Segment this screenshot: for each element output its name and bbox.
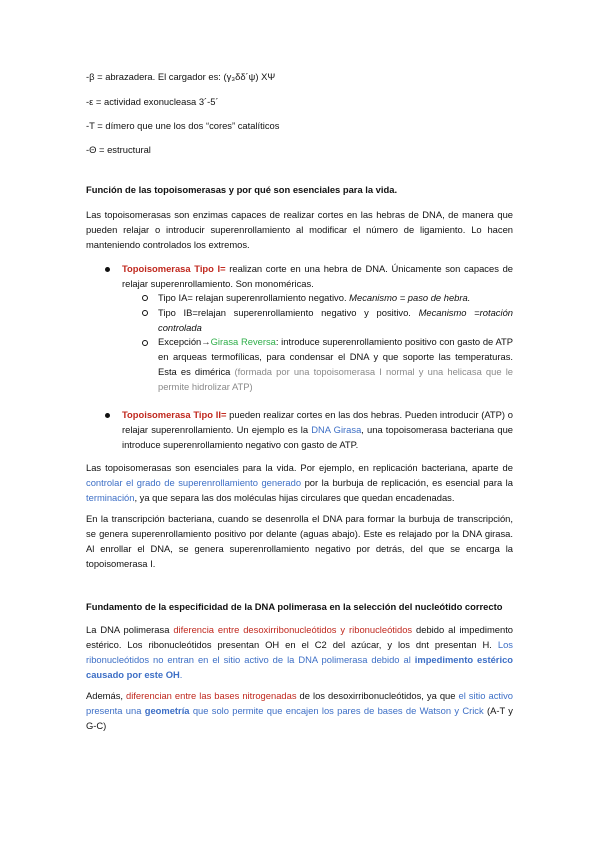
paragraph-polimerasa-1 [86, 622, 513, 682]
bullet-topoisomerasa-tipo-2 [122, 407, 513, 452]
p1-highlight-blue-1: Los ribonucleótidos no entran en el sitio activo de la DNA polimerasa debido al [86, 639, 513, 665]
sub-item-girasa-reversa [158, 334, 513, 394]
section-heading-topoisomerasas: Función de las topoisomerasas y por qué son esenciales para la vida. [86, 184, 398, 195]
sub-item-tipo-1a [158, 290, 513, 305]
p1-highlight-blue-bold: impedimento estérico causado por este OH [86, 654, 514, 680]
para2-text-1: Las topoisomerasas son esenciales para la vida. Por ejemplo, en replicación bacteriana, aparte de [86, 462, 513, 473]
sub-item-tipo-1b [158, 305, 513, 335]
list-item-theta: -Θ = estructural [86, 144, 151, 155]
p2-text-1: Además, [86, 690, 127, 701]
tipo-1a-text: Tipo IA= relajan superenrollamiento negativo. [158, 292, 350, 303]
p1-highlight-blue-end: . [179, 669, 183, 680]
tipo-2-text-2: , una topoisomerasa bacteriana que introduce superenrollamiento negativo con gasto de ATP. [122, 424, 513, 450]
girasa-reversa-name: Girasa Reversa [210, 336, 276, 347]
girasa-reversa-text: : introduce superenrollamiento positivo con gasto de ATP en arqueas termofílicas, para condensar el DNA y que soporte las temperaturas. Esta es dimérica [158, 336, 513, 377]
para2-text-3: , ya que separa las dos moléculas hijas circulares que quedan encadenadas. [134, 492, 455, 503]
bullet-icon [105, 267, 110, 272]
girasa-reversa-note: (formada por una topoisomerasa I normal y una helicasa que le permite hidrolizar ATP) [158, 366, 513, 392]
p2-highlight-blue-1: el sitio activo presenta una [86, 690, 513, 716]
dna-girasa-term: DNA Girasa [311, 424, 362, 435]
p2-highlight-blue-bold: geometría [144, 705, 190, 716]
para2-highlight-2: terminación [86, 492, 135, 503]
exception-prefix: Excepción→ [158, 336, 211, 347]
tipo-1a-mechanism: Mecanismo = paso de hebra. [349, 292, 471, 303]
tipo-1b-mechanism: Mecanismo =rotación controlada [158, 307, 513, 333]
section-heading-dna-polimerasa: Fundamento de la especificidad de la DNA polimerasa en la selección del nucleótido correcto [86, 601, 503, 612]
p2-highlight-blue-2: que solo permite que encajen los pares de bases de Watson y Crick [189, 705, 484, 716]
circle-bullet-icon [142, 340, 148, 346]
p1-text-2: debido al impedimento estérico. Los ribonucleótidos presentan OH en el C2 del azúcar, y los dnt presentan H. [86, 624, 514, 650]
list-item-beta: -β = abrazadera. El cargador es: (γ₃δδ´ψ) XΨ [86, 71, 276, 82]
tipo-1-label: Topoisomerasa Tipo I= [122, 263, 226, 274]
p1-text-1: La DNA polimerasa [86, 624, 174, 635]
tipo-2-text-1: pueden realizar cortes en las dos hebras. Pueden introducir (ATP) o relajar superenrollamiento. Un ejemplo es la [122, 409, 514, 435]
p1-highlight-red: diferencia entre desoxirribonucleótidos y ribonucleótidos [173, 624, 413, 635]
bullet-topoisomerasa-tipo-1 [122, 261, 513, 291]
p2-highlight-red: diferencian entre las bases nitrogenadas [126, 690, 297, 701]
bullet-icon [105, 413, 110, 418]
para2-text-2: por la burbuja de replicación, es esencial para la [301, 477, 513, 488]
paragraph-esenciales [86, 460, 513, 505]
tipo-2-label: Topoisomerasa Tipo II= [122, 409, 227, 420]
p2-text-3: (A-T y G-C) [86, 705, 513, 731]
paragraph-transcripcion: En la transcripción bacteriana, cuando se desenrolla el DNA para formar la burbuja de transcripción, se genera superenrollamiento positivo por delante (aguas abajo). Este es relajado por la DNA girasa. Al enrollar el DNA, se genera superenrollamiento negativo por detrás, del que se encarga la topoisomerasa I. [86, 513, 513, 569]
list-item-tau: -T = dímero que une los dos “cores” catalíticos [86, 120, 280, 131]
intro-paragraph: Las topoisomerasas son enzimas capaces de realizar cortes en las hebras de DNA, de manera que pueden relajar o introducir superenrollamiento al modificar el número de ligamiento. Lo hacen manteniendo controlados los extremos. [86, 209, 513, 250]
p2-text-2: de los desoxirribonucleótidos, ya que [296, 690, 459, 701]
list-item-epsilon: -ε = actividad exonucleasa 3´-5´ [86, 96, 219, 107]
paragraph-polimerasa-2 [86, 688, 513, 733]
tipo-1b-text: Tipo IB=relajan superenrollamiento negativo y positivo. [158, 307, 419, 318]
circle-bullet-icon [142, 310, 148, 316]
tipo-1-text: realizan corte en una hebra de DNA. Únicamente son capaces de relajar superenrollamiento. Son monoméricas. [122, 263, 513, 289]
para2-highlight-1: controlar el grado de superenrollamiento generado [86, 477, 302, 488]
circle-bullet-icon [142, 295, 148, 301]
